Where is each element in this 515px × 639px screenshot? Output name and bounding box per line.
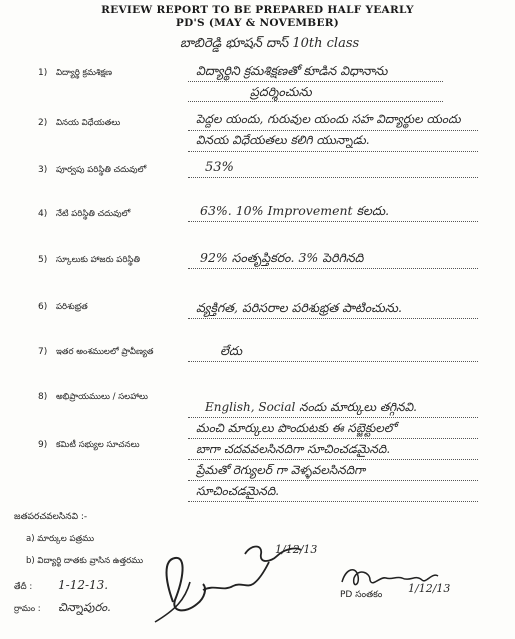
item-9-answer-line2: ప్రేమతో రెగ్యులర్ గా వెళ్ళవలసినదిగా bbox=[196, 463, 366, 477]
pd-signature-date: 1/12/13 bbox=[408, 582, 451, 595]
item-2-label: వినయ విధేయతలు bbox=[56, 118, 121, 128]
item-8-dotted-line-2 bbox=[188, 438, 478, 439]
item-5-number: 5) bbox=[38, 255, 48, 265]
attachments-heading: జతపరచవలసినవి :- bbox=[14, 512, 88, 522]
item-1-answer-line1: విద్యార్థిని క్రమశిక్షణతో కూడిన విధానాను bbox=[196, 63, 388, 78]
item-8-label: అభిప్రాయములు / సలహాలు bbox=[56, 392, 148, 402]
item-1-dotted-line-2 bbox=[188, 101, 443, 102]
item-2-number: 2) bbox=[38, 118, 48, 128]
pd-signature-label: PD సంతకం bbox=[340, 590, 383, 600]
item-5-dotted-line bbox=[188, 268, 478, 269]
item-6-label: పరిశుభ్రత bbox=[56, 302, 88, 312]
item-2-dotted-line bbox=[188, 130, 478, 131]
item-7-dotted-line bbox=[188, 361, 478, 362]
student-name-line: బాబిరెడ్డి భూషన్ దాస్ 10th class bbox=[180, 36, 360, 51]
item-3-answer: 53% bbox=[205, 160, 234, 175]
item-2-dotted-line-2 bbox=[188, 151, 478, 152]
item-4-dotted-line bbox=[188, 221, 478, 222]
item-6-number: 6) bbox=[38, 302, 48, 312]
item-9-dotted-line-3 bbox=[188, 501, 478, 502]
item-1-label: విద్యార్థి క్రమశిక్షణ bbox=[56, 68, 113, 78]
item-8-dotted-line bbox=[188, 417, 478, 418]
item-9-dotted-line-2 bbox=[188, 480, 478, 481]
item-4-answer: 63%. 10% Improvement కలదు. bbox=[200, 203, 390, 218]
item-6-answer: వ్యక్తిగత, పరిసరాల పరిశుభ్రత పాటించును. bbox=[196, 300, 402, 315]
item-3-dotted-line bbox=[188, 177, 478, 178]
place-value: చిన్నాపురం. bbox=[58, 600, 111, 614]
date-label: తేదీ : bbox=[14, 582, 33, 592]
item-9-answer-line3: సూచించడమైనది. bbox=[196, 484, 280, 498]
item-7-answer: లేదు bbox=[220, 343, 243, 358]
item-8-answer-line1: English, Social నందు మార్కులు తగ్గినవి. bbox=[205, 400, 417, 414]
item-5-label: స్కూలుకు హాజరు పరిస్థితి bbox=[56, 255, 140, 265]
item-2-answer-line2: వినయ విధేయతలు కలిగి యున్నాడు. bbox=[196, 133, 370, 147]
attachment-a: a) మార్కుల పత్రము bbox=[26, 534, 95, 544]
committee-signature-date: 1/12/13 bbox=[275, 543, 318, 556]
item-2-answer-line1: పెద్దల యందు, గురువుల యందు సహ విద్యార్థుల యందు bbox=[196, 112, 461, 126]
item-1-answer-line2: ప్రదర్శించును bbox=[250, 84, 312, 99]
item-9-number: 9) bbox=[38, 440, 48, 450]
date-value: 1-12-13. bbox=[58, 578, 109, 592]
item-8-answer-line2: మంచి మార్కులు పొందుటకు ఈ సబ్జెక్టులలో bbox=[196, 421, 397, 435]
item-1-dotted-line bbox=[188, 81, 443, 82]
report-title-line2: PD'S (MAY & NOVEMBER) bbox=[175, 17, 340, 29]
item-5-answer: 92% సంతృప్తికరం. 3% పెరిగినది bbox=[200, 250, 364, 265]
item-7-number: 7) bbox=[38, 347, 48, 357]
item-1-number: 1) bbox=[38, 68, 48, 78]
item-4-label: నేటి పరిస్థితి చదువులో bbox=[56, 209, 131, 219]
item-7-label: ఇతర అంశములలో ప్రావీణ్యత bbox=[56, 347, 154, 357]
item-4-number: 4) bbox=[38, 209, 48, 219]
item-9-answer-line1: బాగా చదవవలసినదిగా సూచించడమైనది. bbox=[196, 442, 391, 456]
item-3-label: పూర్వపు పరిస్థితి చదువులో bbox=[56, 165, 147, 175]
place-label: ర్రామం : bbox=[14, 604, 41, 614]
attachment-b: b) విద్యార్థి దాతకు వ్రాసిన ఉత్తరము bbox=[26, 556, 144, 566]
item-8-number: 8) bbox=[38, 392, 48, 402]
item-9-dotted-line bbox=[188, 459, 478, 460]
item-6-dotted-line bbox=[188, 318, 478, 319]
report-title-line1: REVIEW REPORT TO BE PREPARED HALF YEARLY bbox=[101, 4, 414, 16]
item-3-number: 3) bbox=[38, 165, 48, 175]
item-9-label: కమిటీ సభ్యుల సూచనలు bbox=[56, 440, 140, 450]
